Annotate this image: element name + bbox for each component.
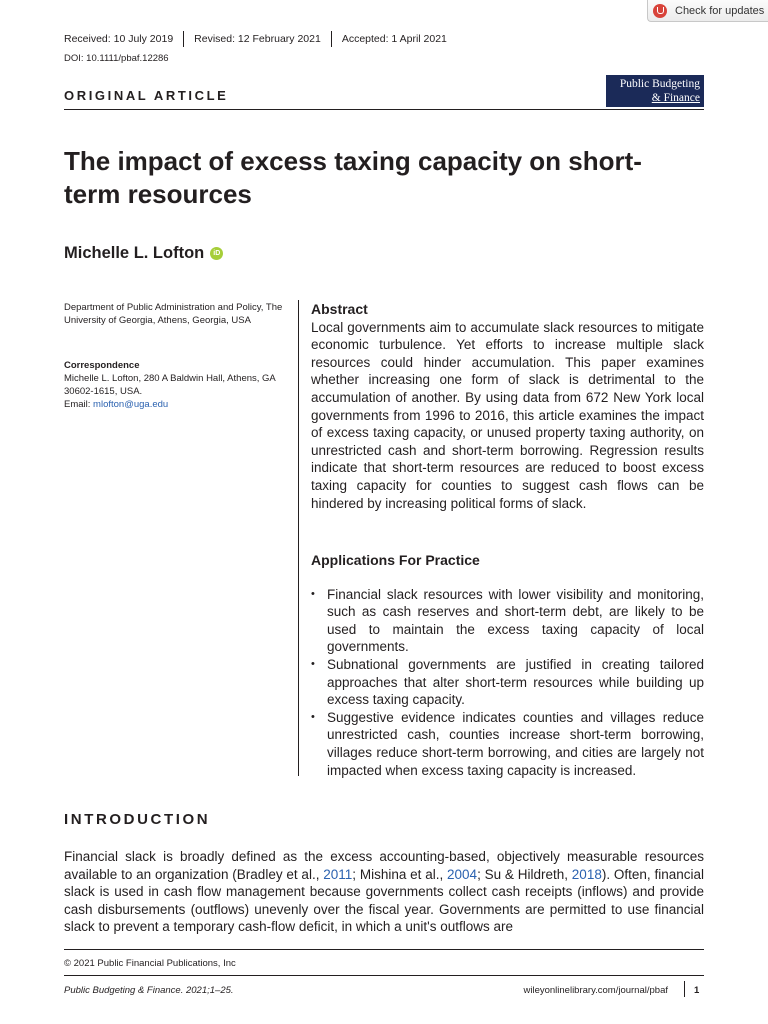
page-number: 1 (694, 985, 700, 996)
footer-rule (64, 975, 704, 976)
intro-text-part: ; Mishina et al., (352, 866, 448, 882)
doi: DOI: 10.1111/pbaf.12286 (64, 53, 169, 64)
intro-text-part: Financial slack is broadly defined as the excess accounting-based, objectively measurable resources available to an organization (Bradley et al., (64, 849, 704, 882)
update-badge-icon (653, 4, 667, 18)
section-label: ORIGINAL ARTICLE (64, 88, 229, 103)
applications-list (311, 586, 704, 780)
check-for-updates-label: Check for updates (675, 4, 765, 17)
copyright-rule (64, 949, 704, 950)
abstract-text: Local governments aim to accumulate slack resources to mitigate economic turbulence. Yet efforts to increase multiple slack resources could hinder accumulation. This paper examines whether increasing one form of slack is detrimental to the accumulation of another. By using data from 672 New York local governments from 1996 to 2016, this article examines the impact of excess taxing capacity, or unused property taxing authority, on unrestricted cash and short-term borrowing. Regression results indicate that short-term resources are reduced to boost excess taxing capacity for counties to suggest cash flows can be hindered by increasing political forms of slack. (311, 319, 704, 511)
column-divider (298, 300, 299, 776)
author (64, 244, 223, 263)
correspondence (64, 359, 289, 411)
abstract (311, 301, 704, 512)
footer-journal: Public Budgeting & Finance. 2021;1–25. (64, 985, 234, 996)
email-label: Email: (64, 399, 94, 410)
received-date: Received: 10 July 2019 (64, 33, 174, 45)
intro-text-part: ). Often, financial slack is used in cash flow management because governments collect cash receipts (inflows) and provide cash disbursements (outflows) unevenly over the fiscal year. Governments are permitted to use financial slack to prevent a temporary cash-flow deficit, in which a unit's outflows are (64, 866, 704, 935)
list-item: • Subnational governments are justified in creating tailored approaches that alter short-term resources while building up excess taxing capacity. (311, 656, 704, 709)
email-link[interactable]: mlofton@uga.edu (93, 399, 169, 410)
journal-logo (606, 75, 704, 107)
header-rule (64, 109, 704, 110)
citation-link[interactable]: 2018 (571, 866, 602, 882)
author-name: Michelle L. Lofton (64, 244, 205, 262)
introduction-heading: INTRODUCTION (64, 811, 211, 828)
divider (331, 31, 332, 47)
list-item: • Financial slack resources with lower visibility and monitoring, such as cash reserves and short-term debt, are likely to be used to maintain the excess taxing capacity of local governments. (311, 586, 704, 656)
citation-link[interactable]: 2011 (323, 866, 353, 882)
affiliation: Department of Public Administration and Policy, The University of Georgia, Athens, Georgia, USA (64, 302, 283, 326)
intro-text-part: ; Su & Hildreth, (477, 866, 572, 882)
accepted-date: Accepted: 1 April 2021 (341, 33, 447, 45)
divider (183, 31, 184, 47)
list-item: • Suggestive evidence indicates counties and villages reduce unrestricted cash, counties increase short-term borrowing, villages reduce short-term borrowing, and cities are largely not impacted when excess taxing capacity is increased. (311, 709, 704, 779)
introduction-text (64, 848, 704, 936)
orcid-icon[interactable]: iD (210, 247, 223, 260)
footer-url[interactable]: wileyonlinelibrary.com/journal/pbaf (523, 985, 668, 996)
journal-logo-line1: Public Budgeting (619, 78, 700, 90)
correspondence-text: Michelle L. Lofton, 280 A Baldwin Hall, Athens, GA 30602-1615, USA. (64, 373, 276, 397)
correspondence-heading: Correspondence (64, 360, 140, 371)
article-history (64, 31, 447, 47)
abstract-heading: Abstract (311, 301, 368, 317)
applications-for-practice (311, 552, 704, 779)
check-for-updates-button[interactable] (647, 0, 768, 22)
citation-link[interactable]: 2004 (447, 866, 478, 882)
article-title: The impact of excess taxing capacity on short-term resources (64, 146, 642, 209)
applications-heading: Applications For Practice (311, 552, 480, 568)
journal-logo-line2: & Finance (651, 92, 700, 104)
copyright: © 2021 Public Financial Publications, Inc (64, 958, 236, 969)
revised-date: Revised: 12 February 2021 (194, 33, 321, 45)
footer-divider (684, 981, 685, 997)
